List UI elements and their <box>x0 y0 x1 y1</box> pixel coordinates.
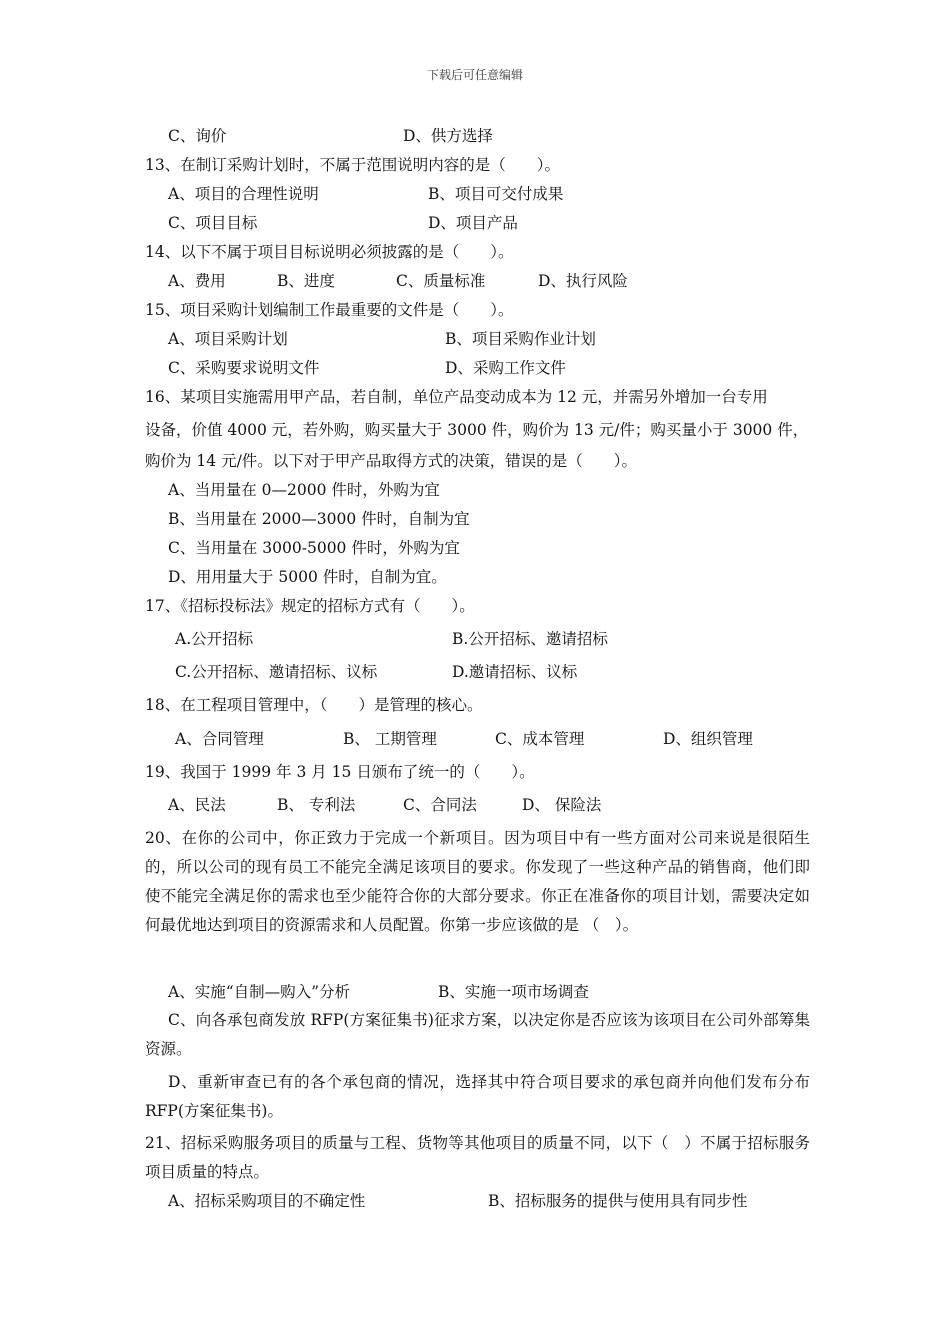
option-c: C、项目目标 <box>168 214 258 232</box>
option-a: A、招标采购项目的不确定性 <box>168 1192 366 1210</box>
option-a: A、项目的合理性说明 <box>168 185 319 203</box>
question-18: 18、在工程项目管理中，（ ）是管理的核心。 <box>145 696 483 714</box>
option-d: D、 保险法 <box>522 796 602 814</box>
option-d: D、用用量大于 5000 件时，自制为宜。 <box>168 568 447 586</box>
question-20: 20、在你的公司中，你正致力于完成一个新项目。因为项目中有一些方面对公司来说是很陌生的，所以公司的现有员工不能完全满足该项目的要求。你发现了一些这种产品的销售商，他们即使不能完全满足你的需求也至少能符合你的大部分要求。你正在准备你的项目计划，需要决定如何最优地达到项目的资源需求和人员配置。你第一步应该做的是 （ ）。 <box>145 829 810 934</box>
question-16-line-1: 16、某项目实施需用甲产品，若自制，单位产品变动成本为 12 元，并需另外增加一台专用 <box>145 388 768 406</box>
option-d: D、执行风险 <box>538 272 628 290</box>
question-17: 17、《招标投标法》规定的招标方式有（ ）。 <box>145 597 475 615</box>
question-14: 14、以下不属于项目目标说明必须披露的是（ ）。 <box>145 243 514 261</box>
option-c: C、当用量在 3000-5000 件时，外购为宜 <box>168 539 460 557</box>
option-b: B、 工期管理 <box>343 730 437 748</box>
option-b: B、 专利法 <box>277 796 356 814</box>
question-16-line-3: 购价为 14 元/件。以下对于甲产品取得方式的决策，错误的是（ ）。 <box>145 452 638 470</box>
option-b: B、当用量在 2000—3000 件时，自制为宜 <box>168 510 470 528</box>
page-header: 下载后可任意编辑 <box>426 68 523 82</box>
option-a: A、实施“自制—购入”分析 <box>168 983 351 1001</box>
option-b: B、项目采购作业计划 <box>445 330 596 348</box>
option-d: D、供方选择 <box>403 127 493 145</box>
option-c: C、向各承包商发放 RFP(方案征集书)征求方案，以决定你是否应该为该项目在公司外部筹集资源。 <box>145 1011 810 1058</box>
question-16-line-2: 设备，价值 4000 元，若外购，购买量大于 3000 件，购价为 13 元/件；购买量小于 3000 件， <box>145 421 809 439</box>
option-c: C、询价 <box>168 127 227 145</box>
option-b: B.公开招标、邀请招标 <box>452 630 608 648</box>
option-c: C、质量标准 <box>396 272 486 290</box>
option-a: A、民法 <box>168 796 226 814</box>
option-d: D、组织管理 <box>663 730 753 748</box>
option-d: D、采购工作文件 <box>445 359 566 377</box>
option-b: B、实施一项市场调查 <box>438 983 589 1001</box>
option-c: C.公开招标、邀请招标、议标 <box>175 663 378 681</box>
option-c: C、成本管理 <box>495 730 585 748</box>
option-a: A.公开招标 <box>175 630 254 648</box>
option-d: D、重新审查已有的各个承包商的情况，选择其中符合项目要求的承包商并向他们发布分布 RFP(方案征集书)。 <box>145 1073 810 1120</box>
option-b: B、招标服务的提供与使用具有同步性 <box>488 1192 748 1210</box>
option-a: A、项目采购计划 <box>168 330 288 348</box>
option-b: B、项目可交付成果 <box>428 185 564 203</box>
option-a: A、合同管理 <box>175 730 264 748</box>
question-15: 15、项目采购计划编制工作最重要的文件是（ ）。 <box>145 301 514 319</box>
option-a: A、费用 <box>168 272 226 290</box>
option-d: D.邀请招标、议标 <box>452 663 578 681</box>
question-21: 21、招标采购服务项目的质量与工程、货物等其他项目的质量不同，以下（ ）不属于招标服务项目质量的特点。 <box>145 1134 810 1181</box>
option-a: A、当用量在 0—2000 件时，外购为宜 <box>168 481 440 499</box>
question-19: 19、我国于 1999 年 3 月 15 日颁布了统一的（ ）。 <box>145 763 535 781</box>
option-c: C、采购要求说明文件 <box>168 359 320 377</box>
option-c: C、合同法 <box>403 796 477 814</box>
question-13: 13、在制订采购计划时，不属于范围说明内容的是（ ）。 <box>145 156 560 174</box>
option-b: B、进度 <box>277 272 335 290</box>
option-d: D、项目产品 <box>428 214 518 232</box>
